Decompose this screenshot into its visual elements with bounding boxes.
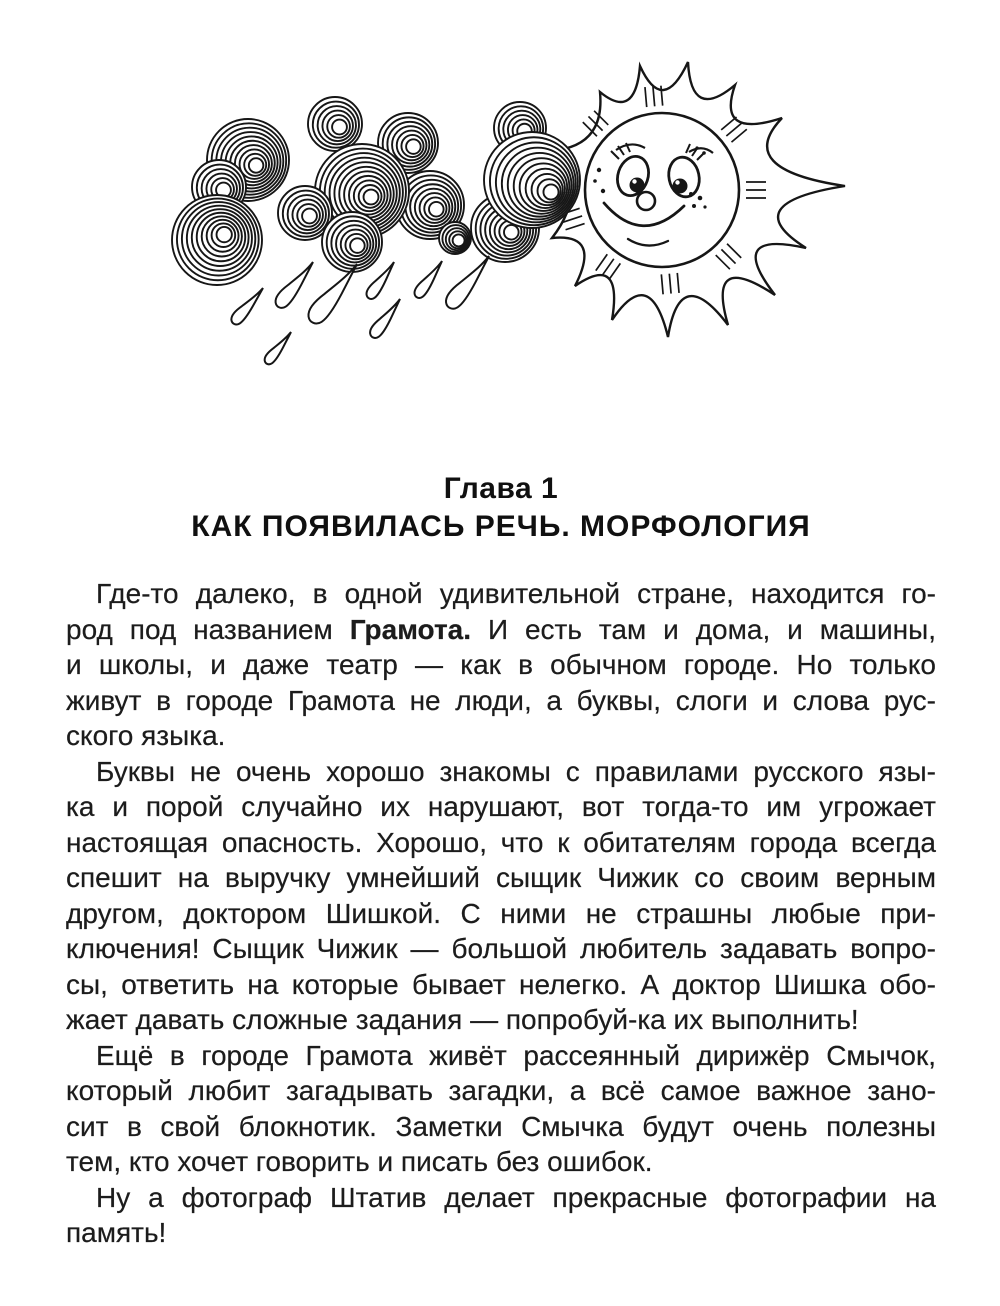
text-line: ского языка. [66, 720, 226, 751]
text-line: род под названием Грамота. И есть там и дома, и машины, [66, 613, 937, 645]
text-line: Где-то далеко, в одной удивительной стране, находится го- [96, 578, 936, 609]
cloud-rain-sun-illustration [0, 0, 1000, 440]
text-line: настоящая опасность. Хорошо, что к обитателям города всегда [66, 826, 936, 858]
text-line: который любит загадывать загадки, а всё самое важное зано- [66, 1075, 936, 1106]
chapter-label: Глава 1 [443, 472, 559, 505]
text-line: жает давать сложные задания — попробуй-ка их выполнить! [66, 1004, 859, 1035]
text-line: другом, доктором Шишкой. С ними не страшны любые при- [66, 897, 936, 929]
text-line: Буквы не очень хорошо знакомы с правилами русского язы- [96, 755, 936, 787]
text-line: ключения! Сыщик Чижик — большой любитель задавать вопро- [66, 933, 936, 964]
text-line: ка и порой случайно их нарушают, вот тогда-то им угрожает [66, 791, 936, 822]
text-line: Ну а фотограф Штатив делает прекрасные фотографии на [96, 1181, 936, 1213]
text-line: и школы, и даже театр — как в обычном городе. Но только [66, 649, 936, 680]
chapter-title: КАК ПОЯВИЛАСЬ РЕЧЬ. МОРФОЛОГИЯ [191, 510, 811, 543]
text-line: Ещё в городе Грамота живёт рассеянный дирижёр Смычок, [96, 1039, 936, 1071]
text-line: сы, ответить на которые бывает нелегко. А доктор Шишка обо- [66, 968, 936, 1000]
text-line: живут в городе Грамота не люди, а буквы, слоги и слова рус- [66, 684, 936, 716]
text-line: память! [66, 1217, 167, 1248]
chapter-heading [66, 470, 936, 546]
text-line: тем, кто хочет говорить и писать без ошибок. [66, 1146, 653, 1177]
body-text [66, 576, 936, 1251]
text-line: сит в свой блокнотик. Заметки Смычка будут очень полезны [66, 1110, 936, 1142]
text-line: спешит на выручку умнейший сыщик Чижик со своим верным [66, 862, 936, 893]
